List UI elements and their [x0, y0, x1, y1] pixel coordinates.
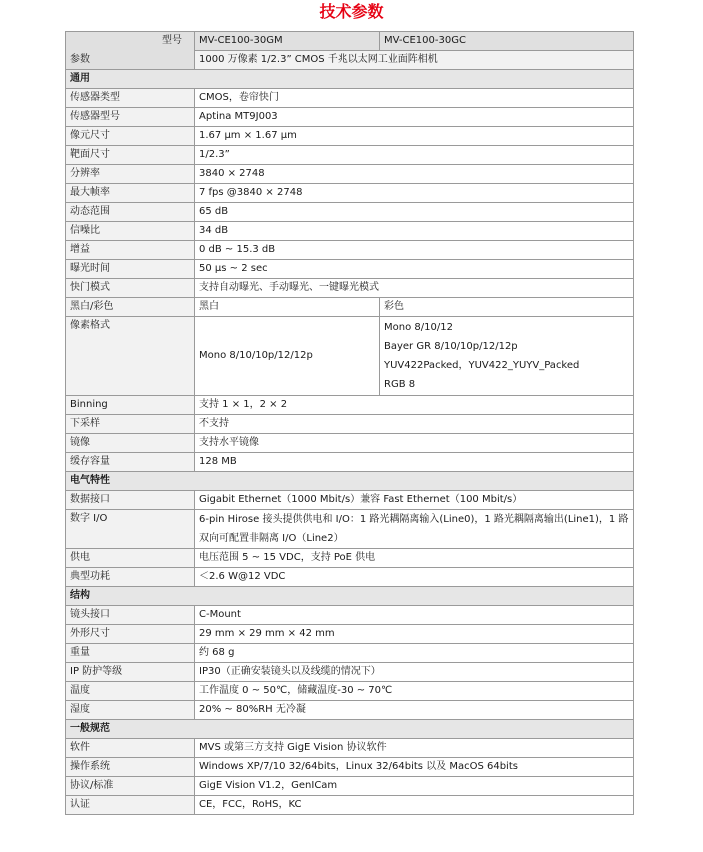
table-row [66, 415, 634, 434]
row-label: 传感器型号 [66, 108, 195, 127]
row-label: 增益 [66, 241, 195, 260]
row-label: 黑白/彩色 [66, 298, 195, 317]
table-row [66, 184, 634, 203]
table-row [66, 127, 634, 146]
row-value-gm: 黑白 [195, 298, 380, 317]
row-label: Binning [66, 396, 195, 415]
model-gm: MV-CE100-30GM [195, 32, 380, 51]
row-label: 快门模式 [66, 279, 195, 298]
row-label: 认证 [66, 796, 195, 815]
header-row [66, 32, 634, 51]
row-label: 软件 [66, 739, 195, 758]
table-row [66, 510, 634, 549]
row-value: 34 dB [195, 222, 634, 241]
row-label: 靶面尺寸 [66, 146, 195, 165]
table-row [66, 625, 634, 644]
table-row [66, 739, 634, 758]
table-row [66, 396, 634, 415]
row-label: 动态范围 [66, 203, 195, 222]
page-title: 技术参数 [319, 2, 384, 21]
row-value: 约 68 g [195, 644, 634, 663]
table-row [66, 606, 634, 625]
pixel-format-item: Bayer GR 8/10/10p/12/12p [384, 341, 518, 352]
row-value: 20% ~ 80%RH 无冷凝 [195, 701, 634, 720]
table-row [66, 682, 634, 701]
row-label: 供电 [66, 549, 195, 568]
row-value: CE，FCC，RoHS，KC [195, 796, 634, 815]
table-row [66, 279, 634, 298]
param-label: 参数 [70, 54, 90, 65]
row-label: 分辨率 [66, 165, 195, 184]
table-row [66, 260, 634, 279]
table-row [66, 701, 634, 720]
row-value: 支持 1 × 1，2 × 2 [195, 396, 634, 415]
row-label: IP 防护等级 [66, 663, 195, 682]
row-value: 6-pin Hirose 接头提供供电和 I/O：1 路光耦隔离输入(Line0)，1 路光耦隔离输出(Line1)，1 路双向可配置非隔离 I/O（Line2） [195, 510, 634, 549]
row-label: 像素格式 [66, 317, 195, 396]
table-row [66, 644, 634, 663]
row-label: 典型功耗 [66, 568, 195, 587]
table-row [66, 453, 634, 472]
pixel-format-item: YUV422Packed，YUV422_YUYV_Packed [384, 360, 580, 371]
table-row [66, 241, 634, 260]
row-label: 最大帧率 [66, 184, 195, 203]
row-label: 重量 [66, 644, 195, 663]
model-label: 型号 [162, 35, 182, 46]
row-value: C-Mount [195, 606, 634, 625]
table-row [66, 298, 634, 317]
table-row [66, 663, 634, 682]
row-label: 操作系统 [66, 758, 195, 777]
table-row [66, 549, 634, 568]
row-value: 50 µs ~ 2 sec [195, 260, 634, 279]
row-value: 电压范围 5 ~ 15 VDC，支持 PoE 供电 [195, 549, 634, 568]
row-value-gc: 彩色 [380, 298, 634, 317]
row-label: 镜像 [66, 434, 195, 453]
row-label: 缓存容量 [66, 453, 195, 472]
table-row [66, 568, 634, 587]
row-label: 数字 I/O [66, 510, 195, 549]
model-gc: MV-CE100-30GC [380, 32, 634, 51]
section-title: 通用 [66, 70, 634, 89]
section-title: 结构 [66, 587, 634, 606]
row-value: 1/2.3” [195, 146, 634, 165]
table-row [66, 165, 634, 184]
row-label: 数据接口 [66, 491, 195, 510]
pixel-format-item: RGB 8 [384, 379, 416, 390]
row-value-gc [380, 317, 634, 396]
row-value: 1.67 µm × 1.67 µm [195, 127, 634, 146]
row-label: 湿度 [66, 701, 195, 720]
section-structure [66, 587, 634, 606]
pixel-format-item: Mono 8/10/12 [384, 322, 453, 333]
table-row [66, 758, 634, 777]
row-label: 协议/标准 [66, 777, 195, 796]
table-row [66, 317, 634, 396]
section-electrical [66, 472, 634, 491]
row-label: 曝光时间 [66, 260, 195, 279]
row-value: Gigabit Ethernet（1000 Mbit/s）兼容 Fast Ethernet（100 Mbit/s） [195, 491, 634, 510]
row-label: 外形尺寸 [66, 625, 195, 644]
table-row [66, 146, 634, 165]
section-title: 电气特性 [66, 472, 634, 491]
section-general [66, 70, 634, 89]
row-label: 温度 [66, 682, 195, 701]
row-value: 7 fps @3840 × 2748 [195, 184, 634, 203]
row-value: Windows XP/7/10 32/64bits，Linux 32/64bits 以及 MacOS 64bits [195, 758, 634, 777]
row-value: GigE Vision V1.2，GenICam [195, 777, 634, 796]
row-label: 镜头接口 [66, 606, 195, 625]
row-value-gm: Mono 8/10/10p/12/12p [195, 317, 380, 396]
row-value: 不支持 [195, 415, 634, 434]
row-value: IP30（正确安装镜头以及线缆的情况下） [195, 663, 634, 682]
row-label: 下采样 [66, 415, 195, 434]
spec-table [65, 31, 634, 815]
row-label: 传感器类型 [66, 89, 195, 108]
table-row [66, 108, 634, 127]
row-value: 128 MB [195, 453, 634, 472]
row-value: 支持水平镜像 [195, 434, 634, 453]
row-value: CMOS，卷帘快门 [195, 89, 634, 108]
product-description: 1000 万像素 1/2.3” CMOS 千兆以太网工业面阵相机 [195, 51, 634, 70]
row-label: 信噪比 [66, 222, 195, 241]
row-value: ＜2.6 W@12 VDC [195, 568, 634, 587]
table-row [66, 796, 634, 815]
table-row [66, 434, 634, 453]
row-label: 像元尺寸 [66, 127, 195, 146]
section-spec [66, 720, 634, 739]
row-value: Aptina MT9J003 [195, 108, 634, 127]
table-row [66, 777, 634, 796]
row-value: 3840 × 2748 [195, 165, 634, 184]
header-corner-cell [66, 32, 195, 70]
table-row [66, 222, 634, 241]
table-row [66, 89, 634, 108]
row-value: 工作温度 0 ~ 50℃，储藏温度-30 ~ 70℃ [195, 682, 634, 701]
row-value: MVS 或第三方支持 GigE Vision 协议软件 [195, 739, 634, 758]
section-title: 一般规范 [66, 720, 634, 739]
table-row [66, 203, 634, 222]
table-row [66, 491, 634, 510]
row-value: 29 mm × 29 mm × 42 mm [195, 625, 634, 644]
row-value: 支持自动曝光、手动曝光、一键曝光模式 [195, 279, 634, 298]
row-value: 0 dB ~ 15.3 dB [195, 241, 634, 260]
row-value: 65 dB [195, 203, 634, 222]
